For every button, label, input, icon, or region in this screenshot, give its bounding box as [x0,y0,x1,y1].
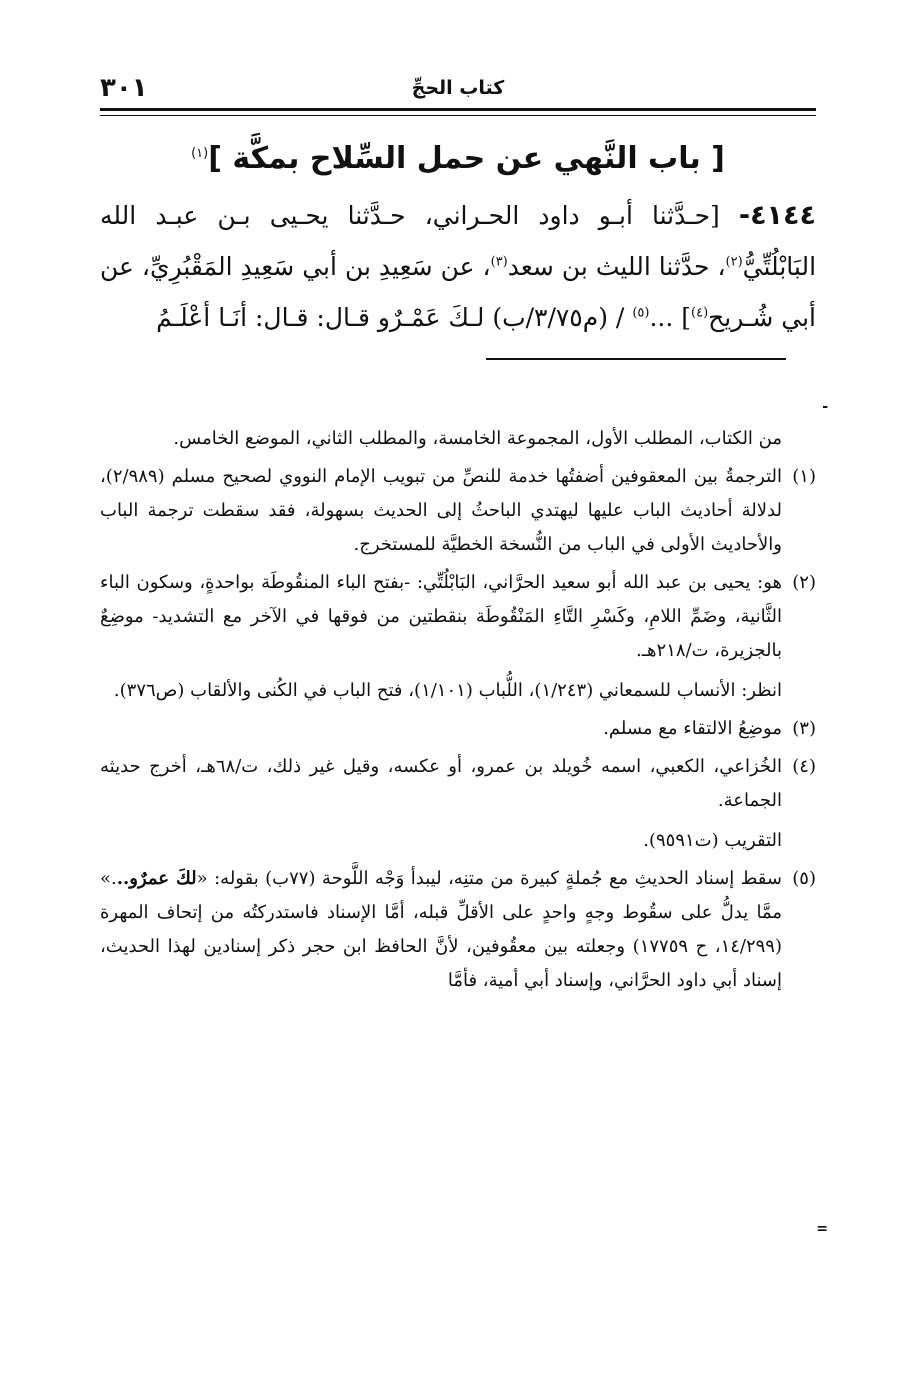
hadith-segment-1: [حـدَّثنا أبـو داود الحـراني، حـدَّثنا يحـيى بـن عبـد الله البَابْلُتِّيُّ [100,201,817,281]
footnote-number: (٥) [792,868,816,889]
hadith-segment-5: / (م٣/٧٥/ب) لـكَ عَمْـرٌو قـال: قـال: أنَـا أعْلَـمُ [156,303,633,332]
hadith-segment-4: ] ... [649,303,691,332]
header-rule [100,108,816,116]
book-page [100,60,828,1340]
page-number: ٣٠١ [100,73,148,103]
hadith-segment-3: ، عن سَعِيدِ بن أبي سَعِيدِ المَقْبُرِيِّ، عن أبي شُـريح [100,252,816,332]
footnote-number: (١) [792,466,816,487]
hadith-text [100,190,816,343]
footnote-quoted-text: لكَ عمرٌو.. [116,868,197,889]
hadith-segment-2: ، حدَّثنا الليث بن سعد [507,252,726,281]
footnotes [100,422,816,998]
hadith-number: ٤١٤٤- [738,200,816,231]
footnote-number: (٤) [792,756,816,777]
running-header [100,72,816,108]
footnote-2-reference: انظر: الأنساب للسمعاني (١/٢٤٣)، اللُّباب (١/١٠١)، فتح الباب في الكُنى والألقاب (ص٣٧٦). [113,680,782,701]
footnote-marker-3: (٣) [490,254,508,270]
footnote-text: الخُزاعي، الكعبي، اسمه خُويلد بن عمرو، أو عكسه، وقيل غير ذلك، ت/٦٨هـ، أخرج حديثه الجماعة. [100,756,782,811]
footnote-number: (٢) [792,572,816,593]
footnote-5 [100,862,816,998]
footnote-text: موضِعُ الالتقاء مع مسلم. [603,718,782,739]
footnote-marker-2: (٢) [725,254,743,270]
footnote-marker-4: (٤) [691,305,709,321]
footnote-1 [100,460,816,562]
footnote-continuation-mark-bottom: = [816,1221,828,1237]
footnote-3 [100,712,816,746]
footnote-marker-5: (٥) [632,305,650,321]
footnote-separator [486,358,786,360]
footnote-4-reference: التقريب (ت٩٥٩١). [643,830,782,851]
footnote-text-part: سقط إسناد الحديثِ مع جُملةٍ كبيرة من متنِه، ليبدأ وَجْه اللَّوحة (٧٧ب) بقوله: « [196,868,782,889]
book-title: كتاب الحجِّ [411,77,505,99]
chapter-footnote-marker: (١) [191,146,209,161]
footnote-2 [100,566,816,668]
footnote-4 [100,750,816,818]
hadith-paragraph [100,190,816,343]
footnote-text: الترجمةُ بين المعقوفين أضفتُها خدمة للنصِّ من تبويب الإمام النووي لصحيح مسلم (٢/٩٨٩)، لدلالة أحاديث الباب عليها ليهتدي الباحثُ إلى الحديث بسهولة، فقد سقطت ترجمة الباب والأحاديث الأولى في الباب من النُّسخة الخطيَّة للمستخرج. [100,466,782,555]
footnote-continuation-mark-top: - [822,399,828,415]
chapter-heading [100,130,816,183]
footnote-carry-over: من الكتاب، المطلب الأول، المجموعة الخامسة، والمطلب الثاني، الموضع الخامس. [173,428,782,449]
footnote-text: هو: يحيى بن عبد الله أبو سعيد الحرَّاني، البَابْلُتِّي: -بفتح الباء المنقُوطَة بواحدةٍ، وسكون الباء الثَّانية، وضَمِّ اللامِ، وكَسْرِ التَّاءِ المَنْقُوطَة بنقطتين من فوقها في الآخر مع التشديد- موضِعٌ بالجزيرة، ت/٢١٨هـ. [100,572,782,661]
chapter-title: [ باب النَّهي عن حمل السِّلاح بمكَّة ] [208,141,725,176]
footnote-text [100,862,782,998]
footnote-text-part: .» ممَّا يدلُّ على سقُوط وجهٍ واحدٍ على الأقلِّ قبله، أمَّا الإسناد فاستدركتُه من إتحاف المهرة (١٤/٢٩٩، ح ١٧٧٥٩) وجعلته بين معقُوفين، لأنَّ الحافظ ابن حجر ذكر إسنادين لهذا الحديث، إسناد أبي داود الحرَّاني، وإسناد أبي أمية، فأمَّا [100,868,782,991]
footnote-number: (٣) [792,718,816,739]
